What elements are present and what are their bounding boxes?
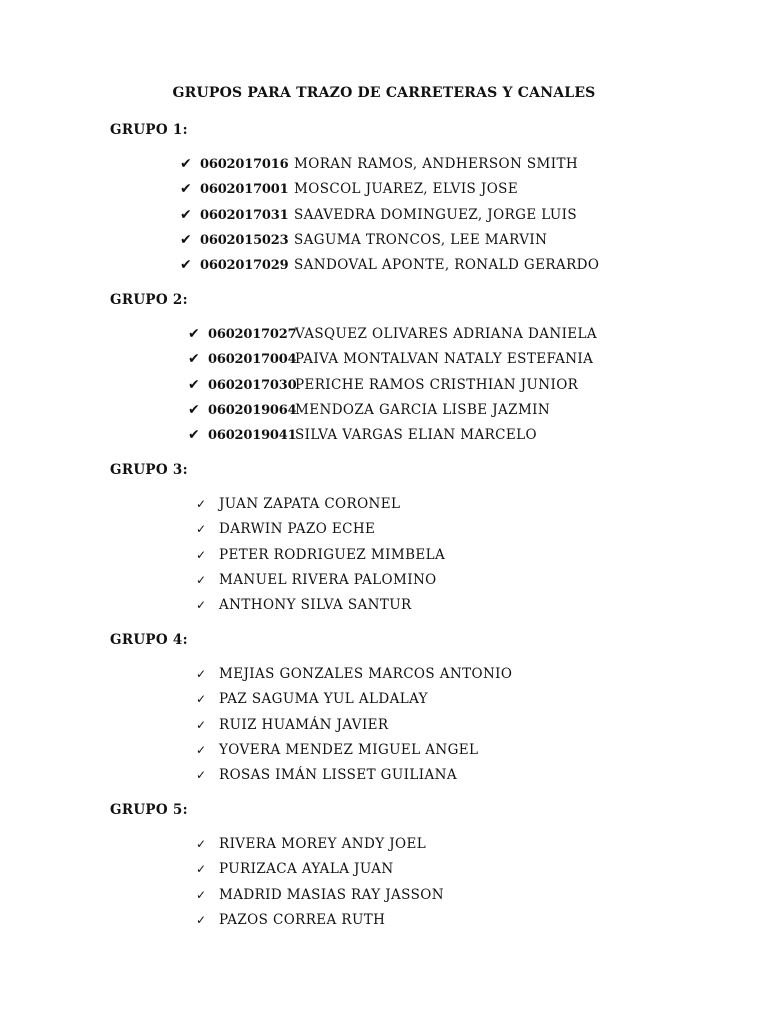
list-item xyxy=(188,322,597,347)
checkmark-icon: ✔ xyxy=(180,257,192,274)
student-name: MENDOZA GARCIA LISBE JAZMIN xyxy=(295,401,551,418)
list-item xyxy=(180,228,599,253)
student-code: 0602017029 xyxy=(200,258,289,274)
list-item xyxy=(180,203,599,228)
student-name: YOVERA MENDEZ MIGUEL ANGEL xyxy=(219,741,479,758)
checkmark-icon: ✓ xyxy=(196,497,207,511)
checkmark-icon: ✓ xyxy=(196,598,207,613)
checkmark-icon: ✔ xyxy=(188,326,200,342)
checkmark-icon: ✓ xyxy=(196,717,207,732)
student-code: 0602017031 xyxy=(200,207,289,223)
list-item xyxy=(180,253,599,278)
list-item xyxy=(196,517,445,542)
student-name: MORAN RAMOS, ANDHERSON SMITH xyxy=(294,156,579,172)
student-code: 0602017016 xyxy=(200,157,289,172)
list-item xyxy=(188,423,597,448)
group-3-list xyxy=(196,492,445,618)
list-item xyxy=(180,152,599,177)
list-item xyxy=(188,398,597,423)
list-item xyxy=(196,492,445,517)
student-name: RUIZ HUAMÁN JAVIER xyxy=(219,716,389,733)
student-name: PAZ SAGUMA YUL ALDALAY xyxy=(219,691,428,708)
student-code: 0602015023 xyxy=(200,232,289,248)
list-item xyxy=(188,373,597,398)
student-name: ANTHONY SILVA SANTUR xyxy=(219,597,412,614)
student-code: 0602019064 xyxy=(208,402,297,418)
student-name: ROSAS IMÁN LISSET GUILIANA xyxy=(219,767,457,784)
checkmark-icon: ✓ xyxy=(196,742,207,757)
student-name: MOSCOL JUAREZ, ELVIS JOSE xyxy=(294,181,519,198)
checkmark-icon: ✓ xyxy=(196,768,207,783)
checkmark-icon: ✔ xyxy=(188,351,200,368)
group-heading: GRUPO 3: xyxy=(110,462,188,478)
checkmark-icon: ✓ xyxy=(196,887,207,902)
checkmark-icon: ✓ xyxy=(196,572,207,587)
student-name: MEJIAS GONZALES MARCOS ANTONIO xyxy=(219,666,513,682)
checkmark-icon: ✓ xyxy=(196,912,207,927)
group-5-list xyxy=(196,832,444,933)
group-heading: GRUPO 4: xyxy=(110,632,188,648)
student-name: RIVERA MOREY ANDY JOEL xyxy=(219,836,427,852)
checkmark-icon: ✔ xyxy=(188,376,200,393)
student-name: MADRID MASIAS RAY JASSON xyxy=(219,886,444,903)
list-item xyxy=(196,857,444,882)
student-name: SILVA VARGAS ELIAN MARCELO xyxy=(295,427,537,444)
student-name: PAZOS CORREA RUTH xyxy=(219,911,386,928)
checkmark-icon: ✓ xyxy=(196,692,207,707)
student-name: SAAVEDRA DOMINGUEZ, JORGE LUIS xyxy=(294,206,578,223)
student-name: PURIZACA AYALA JUAN xyxy=(219,861,394,878)
checkmark-icon: ✔ xyxy=(180,231,192,248)
student-name: SAGUMA TRONCOS, LEE MARVIN xyxy=(294,231,548,248)
group-heading: GRUPO 2: xyxy=(110,292,188,308)
student-name: VASQUEZ OLIVARES ADRIANA DANIELA xyxy=(295,326,598,342)
list-item xyxy=(196,662,512,687)
list-item xyxy=(188,347,597,372)
group-4-list xyxy=(196,662,512,788)
checkmark-icon: ✓ xyxy=(196,667,207,681)
group-1-list xyxy=(180,152,599,278)
list-item xyxy=(196,568,445,593)
list-item xyxy=(196,832,444,857)
student-name: MANUEL RIVERA PALOMINO xyxy=(219,571,437,588)
checkmark-icon: ✓ xyxy=(196,862,207,877)
group-heading: GRUPO 1: xyxy=(110,122,188,138)
student-name: PERICHE RAMOS CRISTHIAN JUNIOR xyxy=(295,376,579,393)
list-item xyxy=(196,593,445,618)
group-2-list xyxy=(188,322,597,448)
student-name: PETER RODRIGUEZ MIMBELA xyxy=(219,546,446,563)
student-code: 0602017004 xyxy=(208,352,297,368)
list-item xyxy=(196,543,445,568)
list-item xyxy=(180,177,599,202)
list-item xyxy=(196,713,512,738)
checkmark-icon: ✓ xyxy=(196,837,207,851)
list-item xyxy=(196,738,512,763)
document-title: GRUPOS PARA TRAZO DE CARRETERAS Y CANALES xyxy=(172,85,596,101)
student-name: DARWIN PAZO ECHE xyxy=(219,521,376,538)
checkmark-icon: ✔ xyxy=(180,181,192,198)
checkmark-icon: ✓ xyxy=(196,522,207,537)
list-item xyxy=(196,883,444,908)
checkmark-icon: ✔ xyxy=(188,401,200,418)
student-code: 0602017001 xyxy=(200,182,289,198)
checkmark-icon: ✔ xyxy=(188,427,200,444)
student-code: 0602019041 xyxy=(208,428,297,444)
checkmark-icon: ✓ xyxy=(196,547,207,562)
group-heading: GRUPO 5: xyxy=(110,802,188,818)
student-code: 0602017027 xyxy=(208,327,297,342)
list-item xyxy=(196,908,444,933)
list-item xyxy=(196,687,512,712)
student-name: JUAN ZAPATA CORONEL xyxy=(219,496,401,512)
student-name: SANDOVAL APONTE, RONALD GERARDO xyxy=(294,257,600,274)
list-item xyxy=(196,763,512,788)
student-name: PAIVA MONTALVAN NATALY ESTEFANIA xyxy=(295,351,594,368)
student-code: 0602017030 xyxy=(208,377,297,393)
checkmark-icon: ✔ xyxy=(180,206,192,223)
checkmark-icon: ✔ xyxy=(180,156,192,172)
